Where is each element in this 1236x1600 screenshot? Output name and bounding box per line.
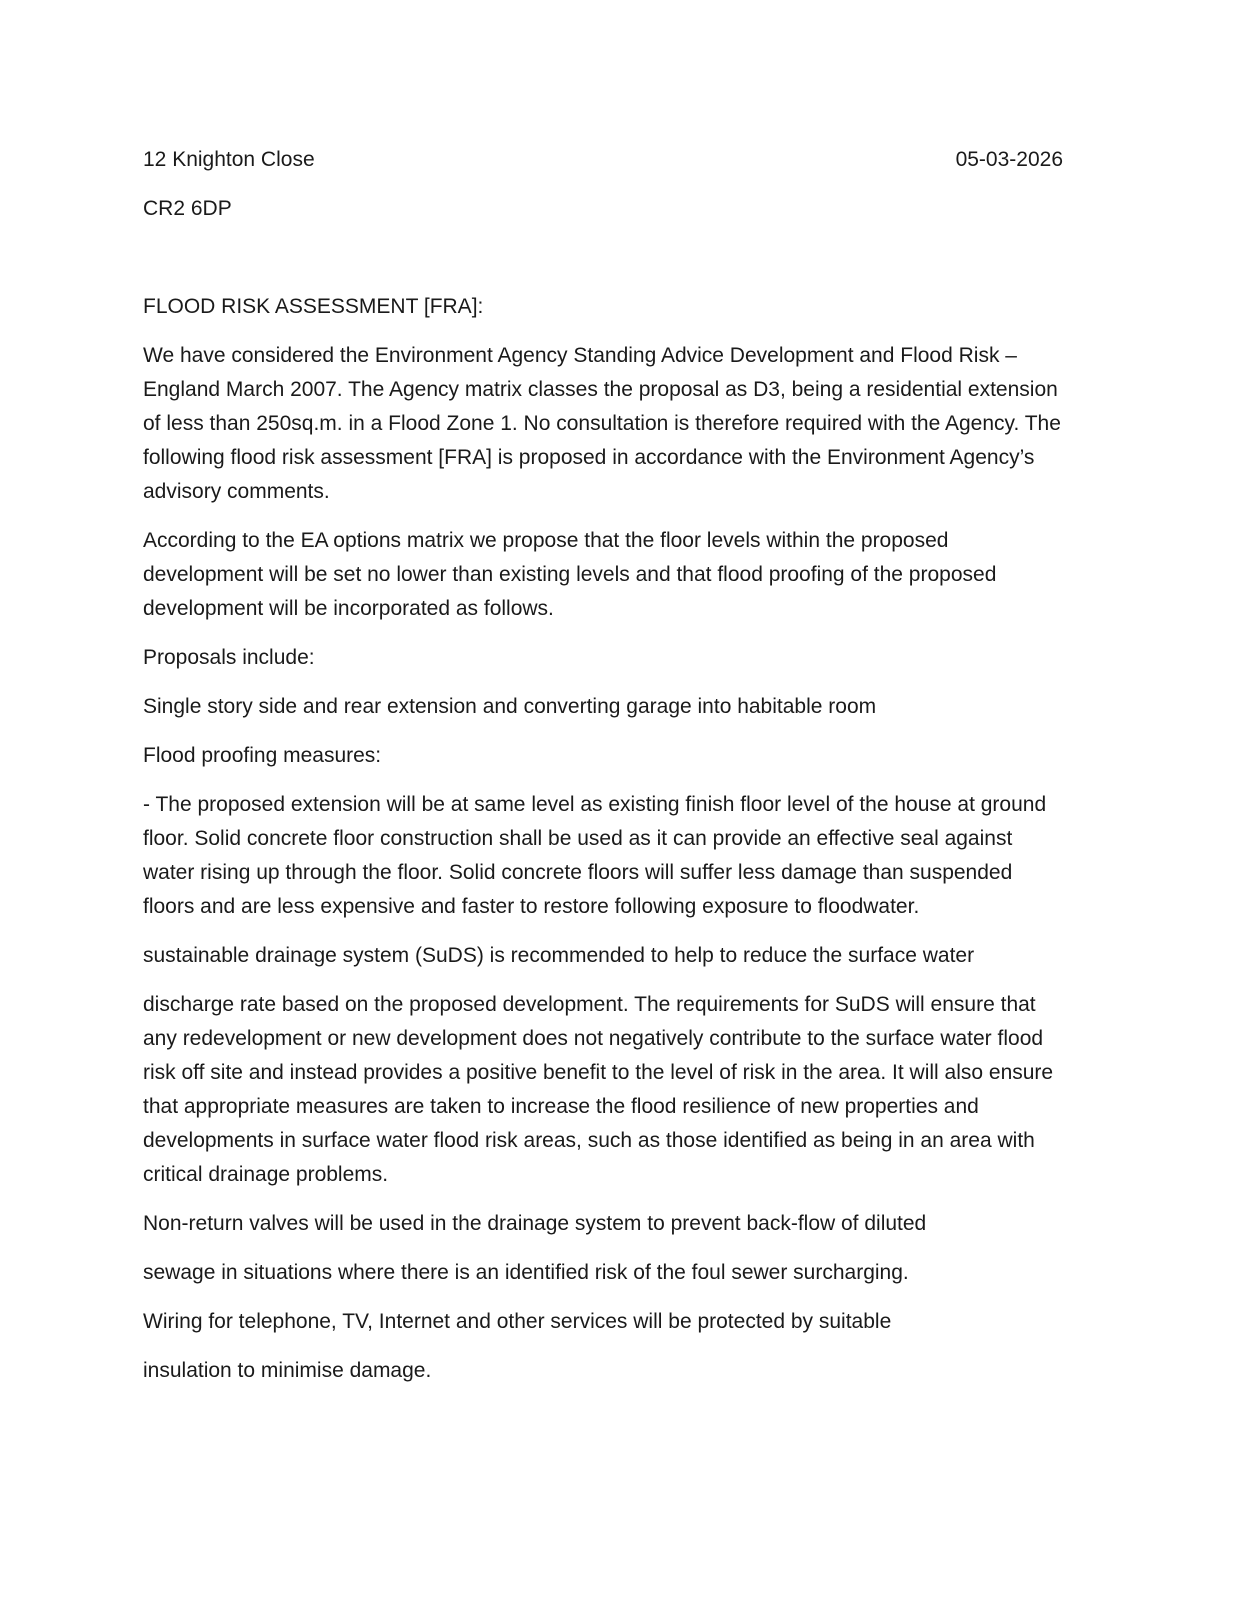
- paragraph-options-matrix: According to the EA options matrix we propose that the floor levels within the proposed development will be set no lower than existing levels and that flood proofing of the proposed development will be incorporated as follows.: [143, 529, 997, 620]
- letter-header: [143, 143, 1063, 177]
- document-title: FLOOD RISK ASSESSMENT [FRA]:: [143, 295, 484, 318]
- paragraph-standing-advice: We have considered the Environment Agency Standing Advice Development and Flood Risk – England March 2007. The Agency matrix classes the proposal as D3, being a residential extension of less than 250sq.m. in a Flood Zone 1. No consultation is therefore required with the Agency. The following flood risk assessment [FRA] is proposed in accordance with the Environment Agency’s advisory comments.: [143, 344, 1061, 503]
- paragraph-non-return-valves: Non-return valves will be used in the drainage system to prevent back-flow of diluted: [143, 1212, 927, 1235]
- document-date: 05-03-2026: [955, 148, 1063, 171]
- paragraph-floor-construction: - The proposed extension will be at same level as existing finish floor level of the house at ground floor. Solid concrete floor construction shall be used as it can provide an effective seal against water rising up through the floor. Solid concrete floors will suffer less damage than suspended floors and are less expensive and faster to restore following exposure to floodwater.: [143, 793, 1047, 918]
- address-line: 12 Knighton Close: [143, 148, 315, 171]
- paragraph-wiring: Wiring for telephone, TV, Internet and other services will be protected by suitable: [143, 1310, 892, 1333]
- paragraph-flood-proofing-heading: Flood proofing measures:: [143, 744, 382, 767]
- paragraph-proposal-description: Single story side and rear extension and converting garage into habitable room: [143, 695, 877, 718]
- paragraph-proposals-heading: Proposals include:: [143, 646, 315, 669]
- paragraph-sewage: sewage in situations where there is an identified risk of the foul sewer surcharging.: [143, 1261, 909, 1284]
- paragraph-suds-details: discharge rate based on the proposed development. The requirements for SuDS will ensure that any redevelopment or new development does not negatively contribute to the surface water flood risk off site and instead provides a positive benefit to the level of risk in the area. It will also ensure that appropriate measures are taken to increase the flood resilience of new properties and developments in surface water flood risk areas, such as those identified as being in an area with critical drainage problems.: [143, 993, 1054, 1186]
- paragraph-insulation: insulation to minimise damage.: [143, 1359, 432, 1382]
- document-body: [143, 143, 1063, 1403]
- paragraph-suds-intro: sustainable drainage system (SuDS) is recommended to help to reduce the surface water: [143, 944, 975, 967]
- postcode-line: CR2 6DP: [143, 197, 232, 220]
